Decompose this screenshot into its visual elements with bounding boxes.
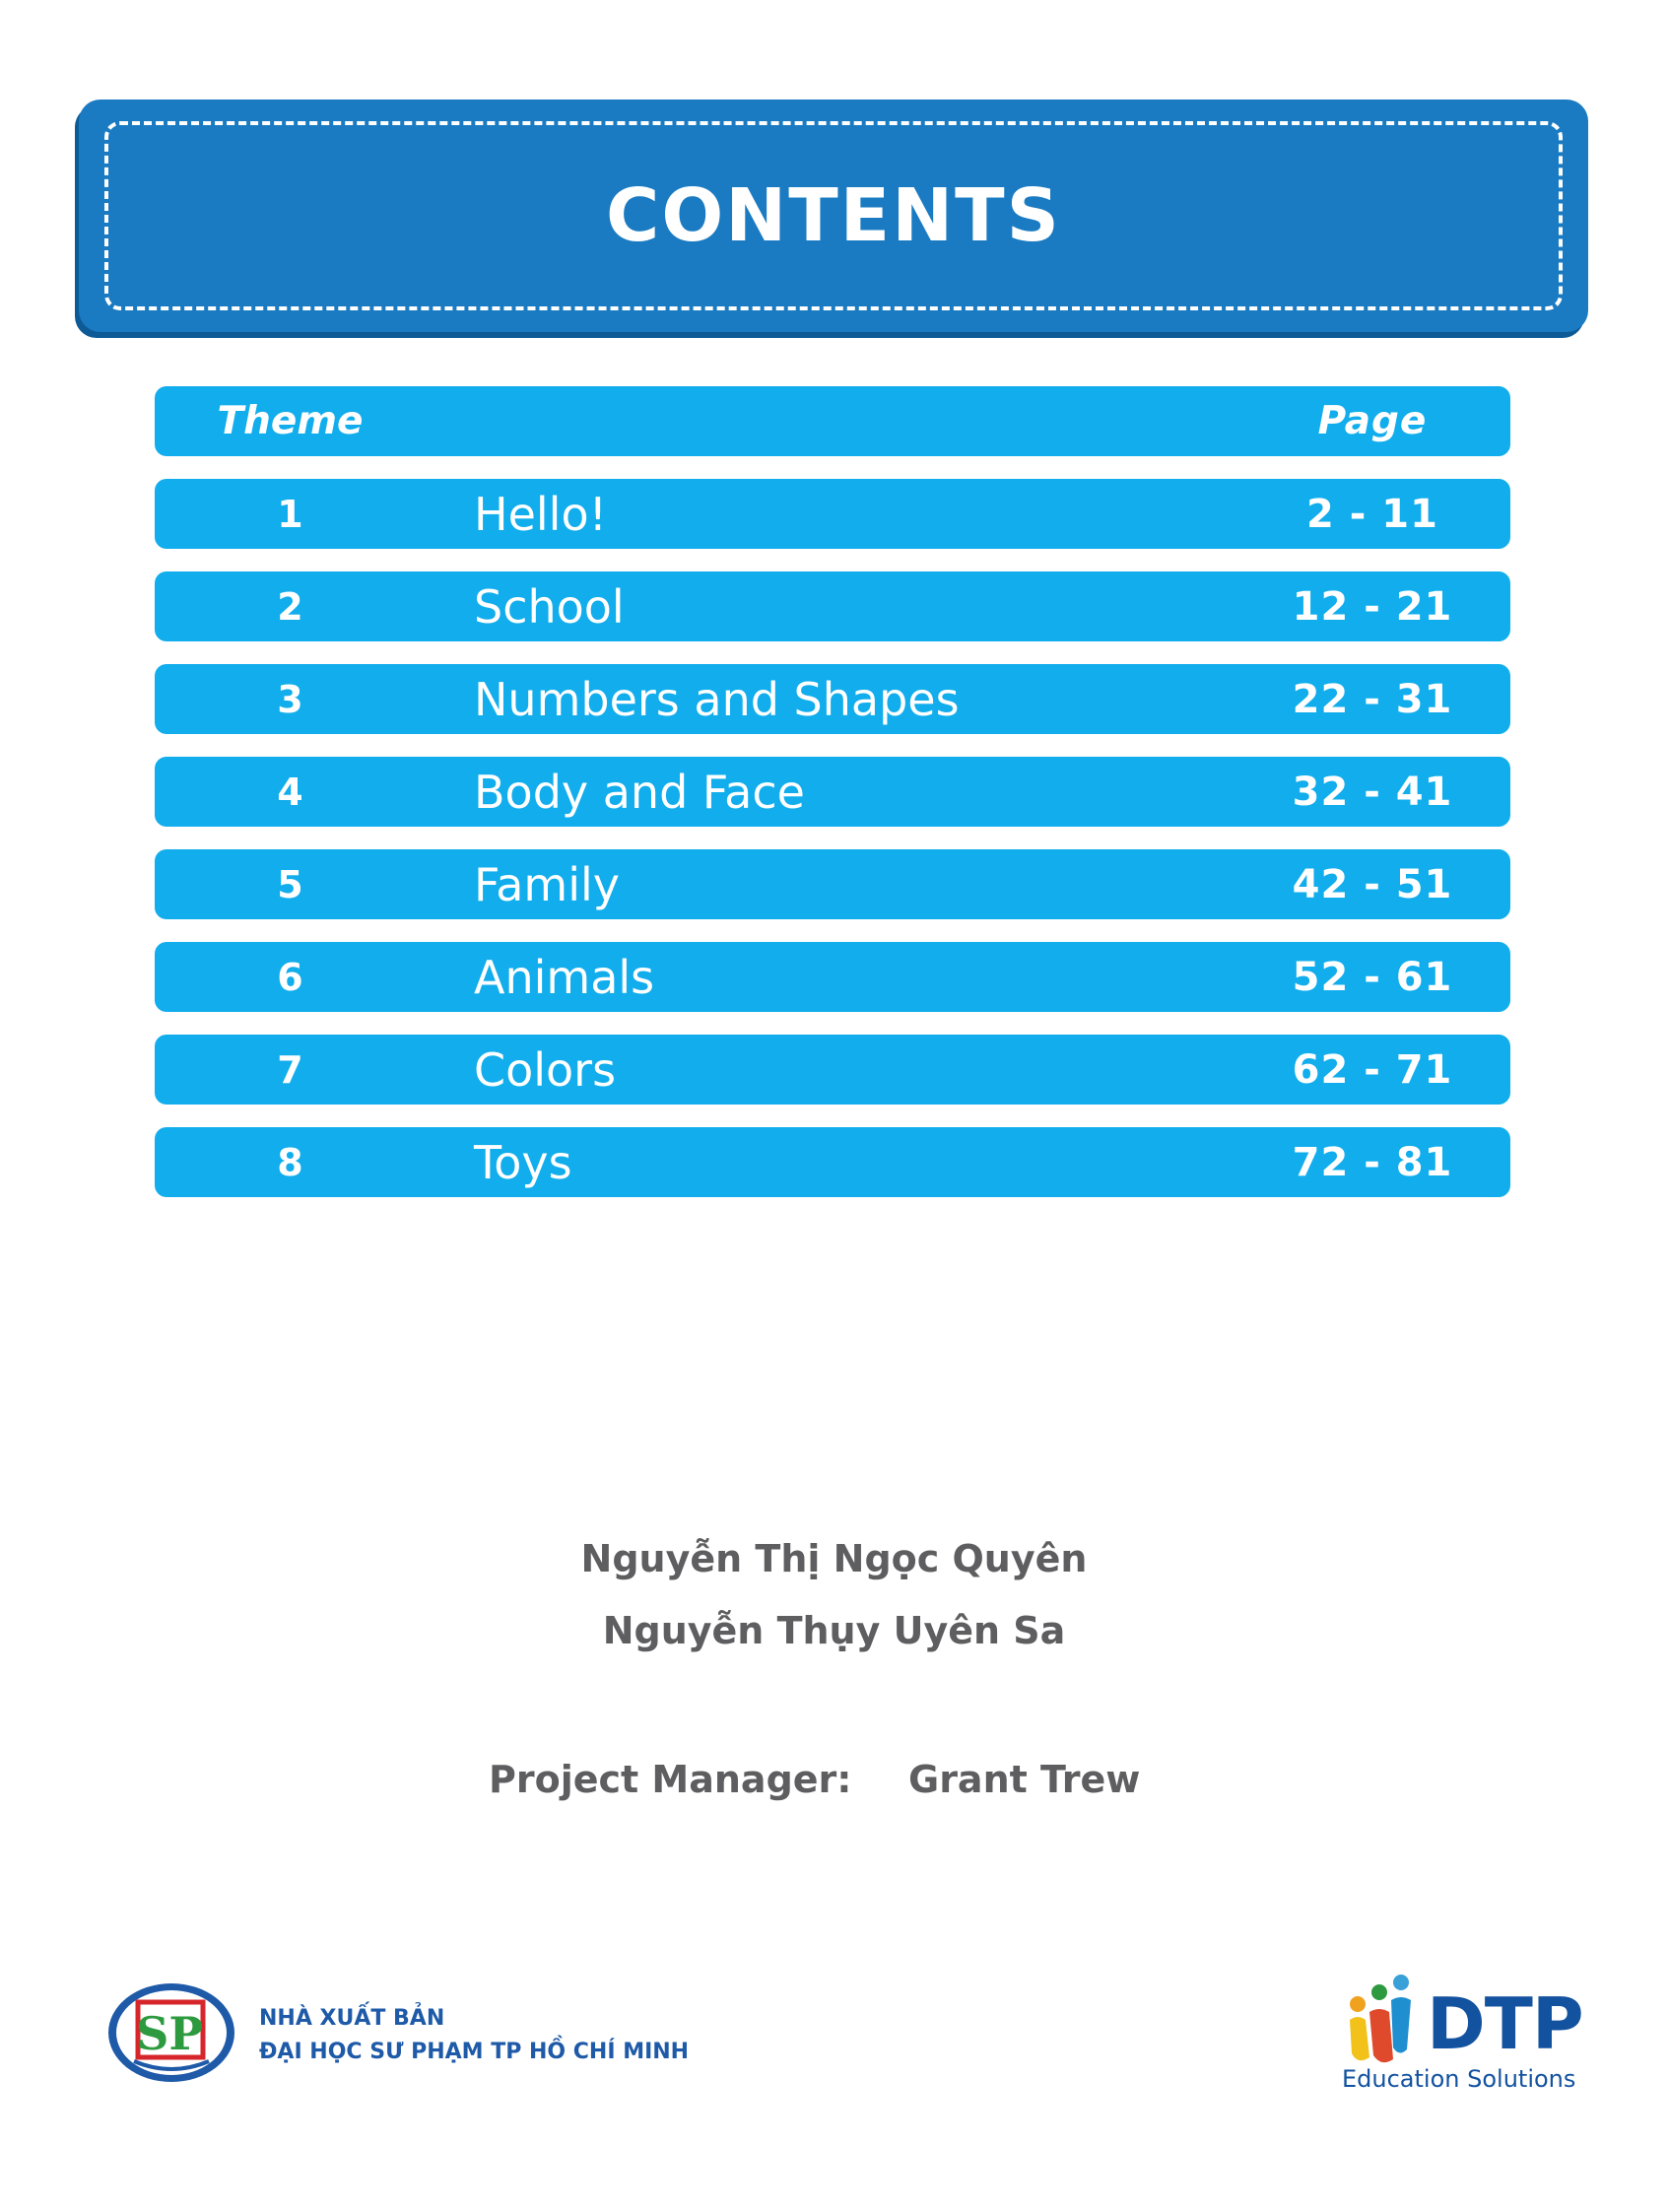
theme-title: Colors: [474, 1042, 617, 1097]
theme-title: School: [474, 579, 625, 634]
dtp-subtitle: Education Solutions: [1342, 2065, 1576, 2093]
theme-number: 1: [277, 492, 303, 536]
toc-row[interactable]: [155, 757, 1510, 827]
page-range: 42 - 51: [1292, 861, 1453, 907]
toc-header-row: [155, 386, 1510, 456]
toc-row[interactable]: [155, 664, 1510, 734]
theme-title: Hello!: [474, 487, 608, 541]
page-range: 32 - 41: [1292, 769, 1453, 815]
publisher-logo-letters: SP: [136, 2007, 203, 2060]
author-name: Nguyễn Thụy Uyên Sa: [602, 1609, 1066, 1652]
publisher-emblem-icon: [106, 1978, 244, 2087]
page-range: 62 - 71: [1292, 1046, 1453, 1093]
theme-number: 6: [277, 955, 303, 999]
publisher-logo: [106, 1978, 717, 2087]
page-range: 22 - 31: [1292, 676, 1453, 722]
theme-number: 4: [277, 770, 303, 814]
theme-number: 8: [277, 1140, 303, 1184]
toc-row[interactable]: [155, 1035, 1510, 1105]
dtp-wordmark: DTP: [1427, 1982, 1583, 2065]
page-column-header: Page: [1317, 399, 1428, 443]
theme-number: 3: [277, 677, 303, 721]
theme-title: Numbers and Shapes: [474, 672, 960, 726]
page-range: 12 - 21: [1292, 583, 1453, 630]
page-title: CONTENTS: [606, 173, 1061, 258]
dtp-people-icon: [1340, 1971, 1429, 2069]
author-name: Nguyễn Thị Ngọc Quyên: [580, 1537, 1088, 1580]
toc-row[interactable]: [155, 942, 1510, 1012]
page-range: 2 - 11: [1306, 491, 1438, 537]
theme-title: Toys: [474, 1135, 572, 1189]
project-manager-name: Grant Trew: [908, 1758, 1141, 1801]
toc-row[interactable]: [155, 1127, 1510, 1197]
theme-title: Body and Face: [474, 765, 805, 819]
publisher-name-line2: ĐẠI HỌC SƯ PHẠM TP HỒ CHÍ MINH: [259, 2040, 690, 2064]
page-range: 52 - 61: [1292, 954, 1453, 1000]
theme-column-header: Theme: [217, 399, 364, 443]
toc-row[interactable]: [155, 571, 1510, 641]
contents-banner: [79, 100, 1588, 332]
theme-title: Animals: [474, 950, 655, 1004]
publisher-name-line1: NHÀ XUẤT BẢN: [259, 2006, 445, 2031]
theme-title: Family: [474, 857, 621, 911]
project-manager-label: Project Manager:: [489, 1758, 852, 1801]
page-range: 72 - 81: [1292, 1139, 1453, 1185]
toc-row[interactable]: [155, 479, 1510, 549]
theme-number: 2: [277, 584, 303, 629]
dtp-logo: [1340, 1971, 1583, 2099]
theme-number: 5: [277, 862, 303, 906]
theme-number: 7: [277, 1047, 303, 1092]
toc-row[interactable]: [155, 849, 1510, 919]
